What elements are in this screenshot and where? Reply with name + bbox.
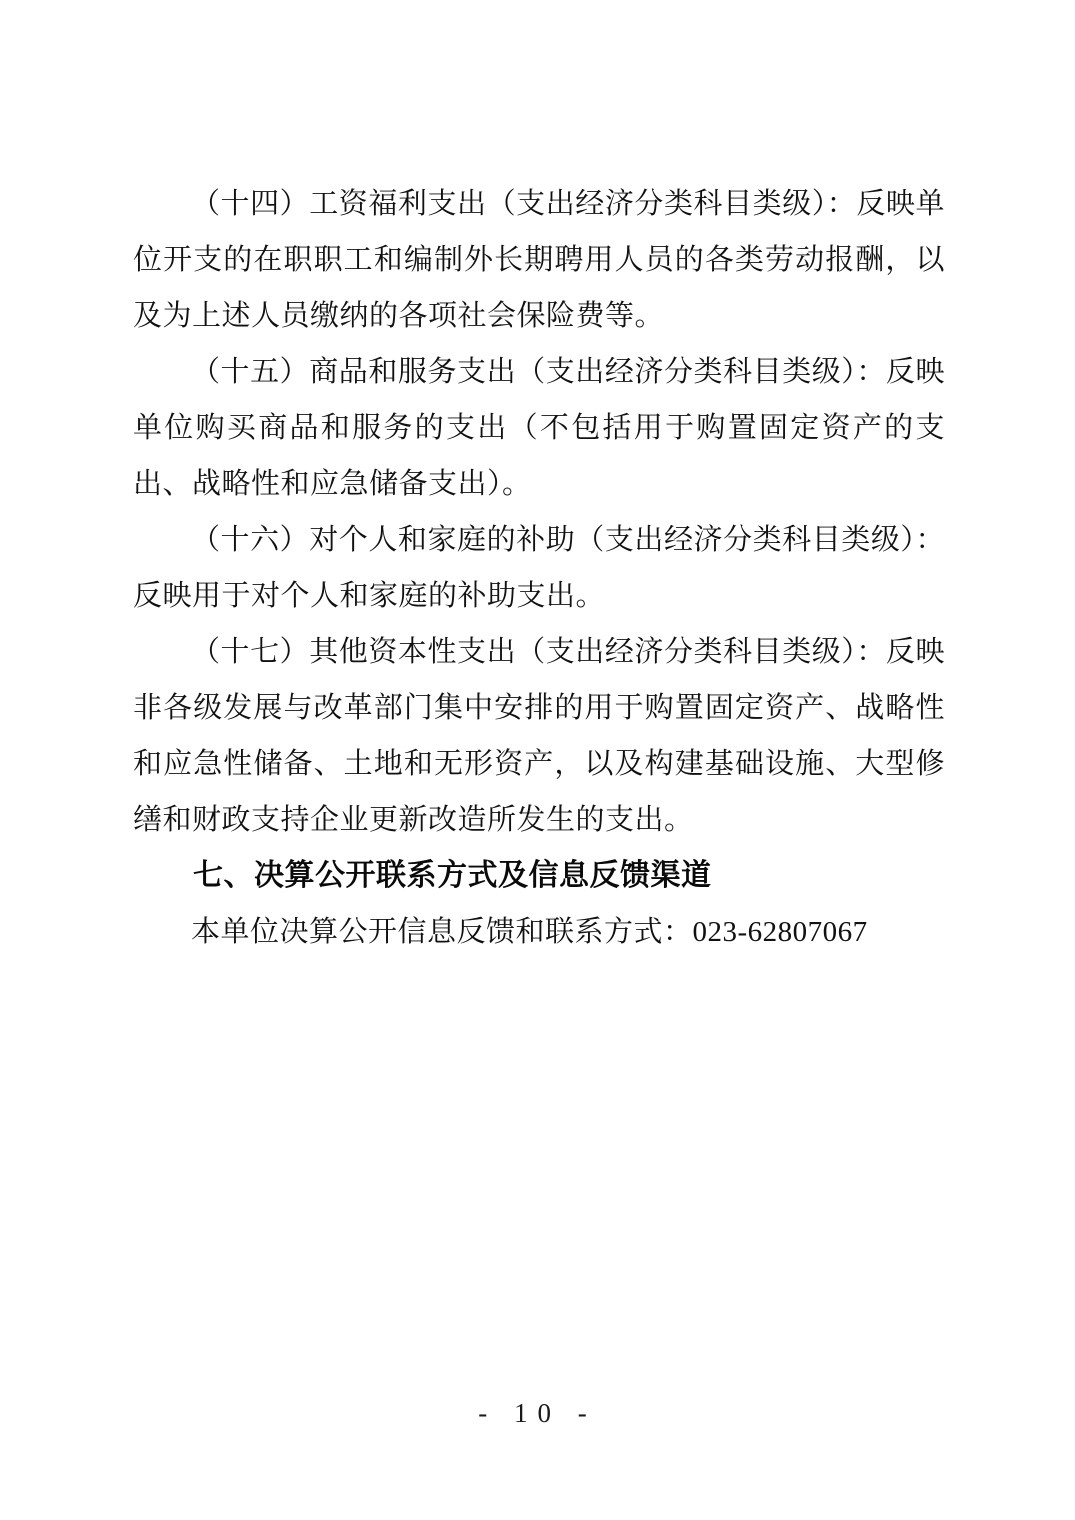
section-heading: 七、决算公开联系方式及信息反馈渠道: [193, 859, 712, 892]
page-number: - 10 -: [478, 1398, 597, 1428]
document-body: [133, 176, 945, 960]
paragraph-item-17: （十七）其他资本性支出（支出经济分类科目类级）：反映非各级发展与改革部门集中安排的用于购置固定资产、战略性和应急性储备、土地和无形资产，以及构建基础设施、大型修缮和财政支持企业更新改造所发生的支出。: [133, 636, 945, 836]
paragraph-item-15: （十五）商品和服务支出（支出经济分类科目类级）：反映单位购买商品和服务的支出（不包括用于购置固定资产的支出、战略性和应急储备支出）。: [133, 356, 945, 500]
paragraph-item-14: （十四）工资福利支出（支出经济分类科目类级）：反映单位开支的在职职工和编制外长期聘用人员的各类劳动报酬，以及为上述人员缴纳的各项社会保险费等。: [133, 188, 945, 332]
contact-info-line: 本单位决算公开信息反馈和联系方式：023-62807067: [191, 916, 868, 948]
paragraph-item-16: （十六）对个人和家庭的补助（支出经济分类科目类级）：反映用于对个人和家庭的补助支出。: [133, 524, 945, 612]
page-footer: [0, 1398, 1075, 1429]
